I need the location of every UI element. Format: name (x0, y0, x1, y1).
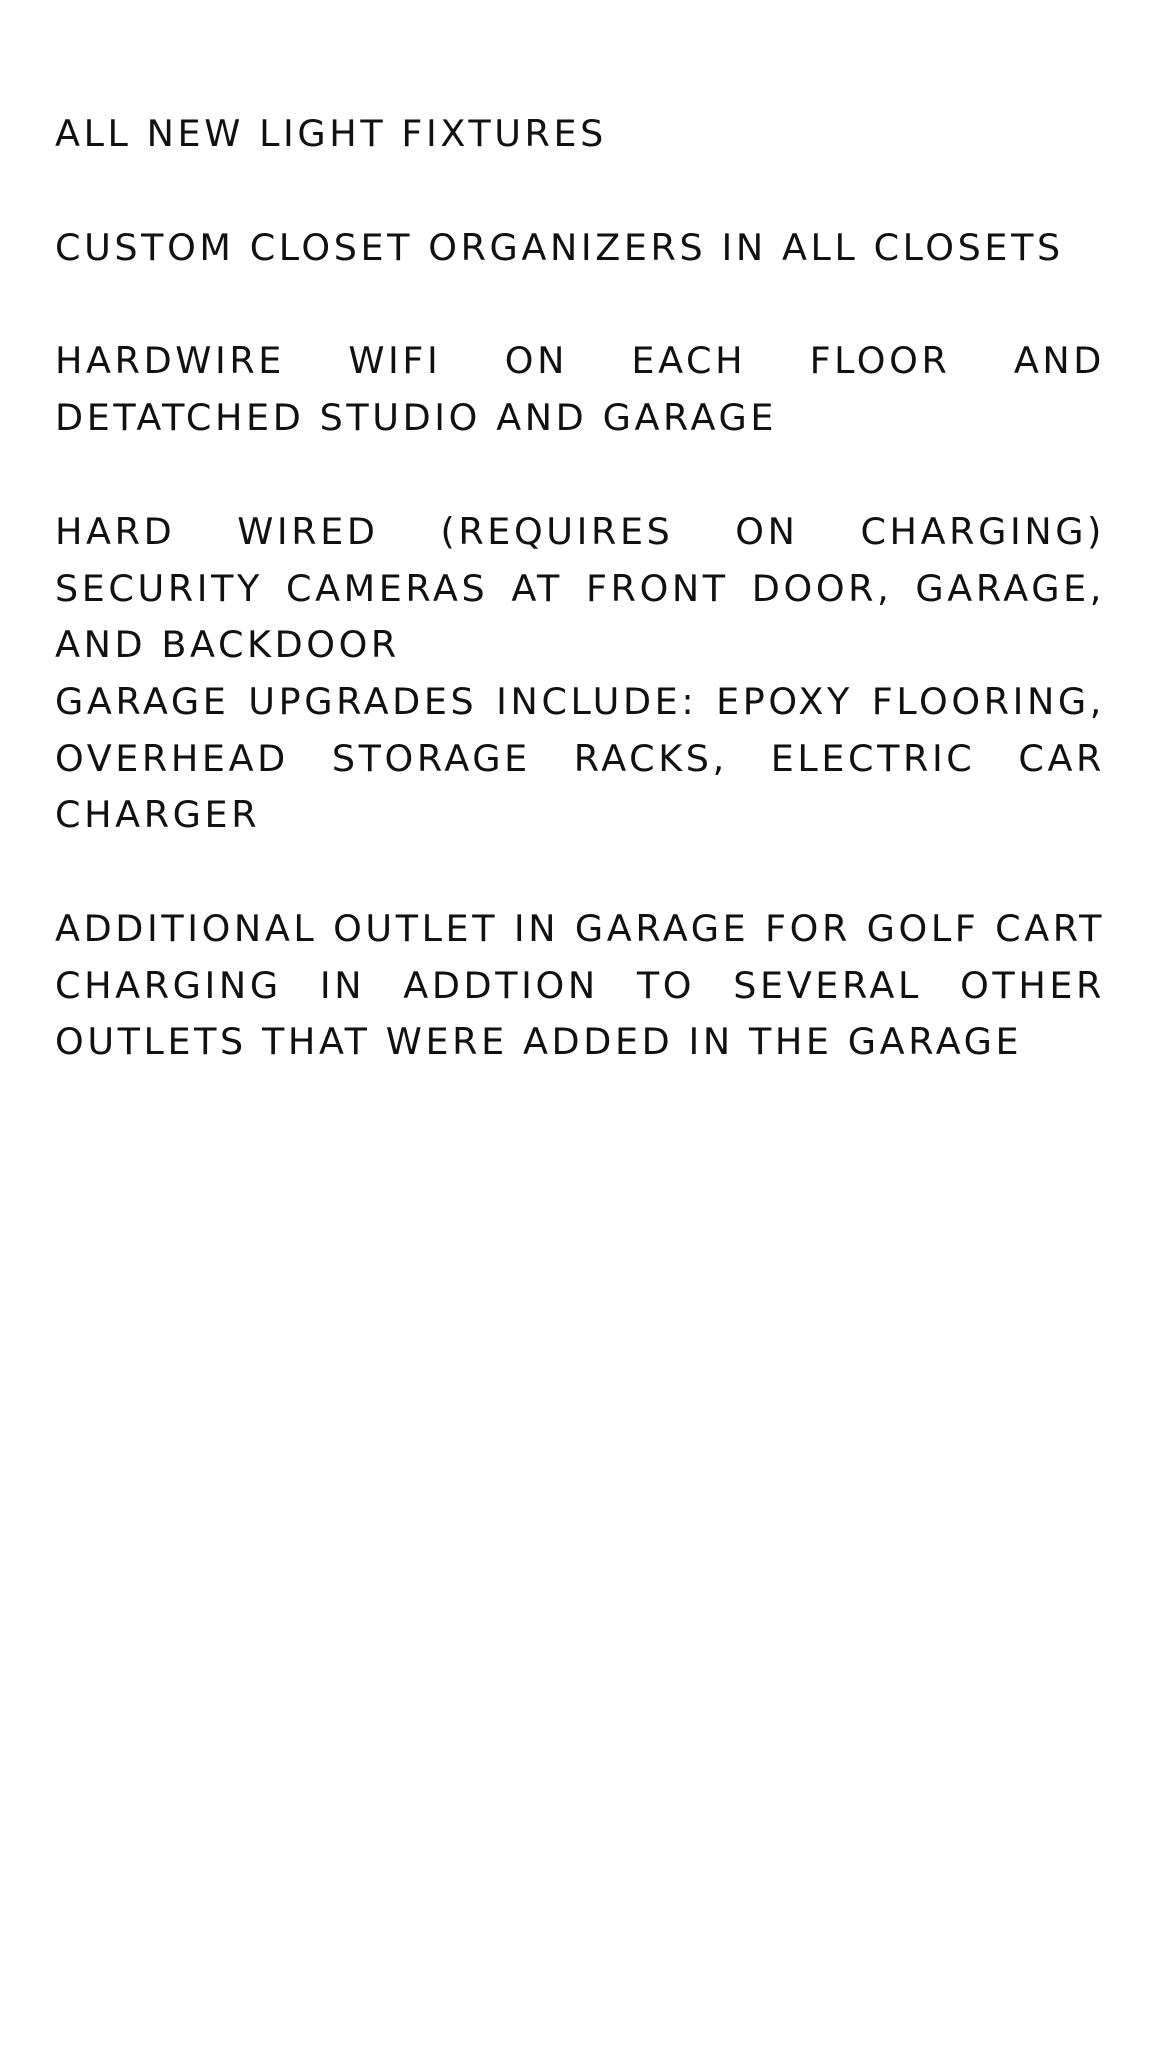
feature-additional-outlet: ADDITIONAL OUTLET IN GARAGE FOR GOLF CART CHARGING IN ADDTION TO SEVERAL OTHER OUTLETS THAT WERE ADDED IN THE GARAGE (55, 907, 1105, 1064)
feature-light-fixtures: ALL NEW LIGHT FIXTURES (55, 112, 607, 155)
feature-security-cameras: HARD WIRED (REQUIRES ON CHARGING) SECURITY CAMERAS AT FRONT DOOR, GARAGE, AND BACKDOOR (55, 509, 1105, 667)
feature-garage-upgrades: GARAGE UPGRADES INCLUDE: EPOXY FLOORING, OVERHEAD STORAGE RACKS, ELECTRIC CAR CHARGER (55, 679, 1105, 837)
feature-list (55, 106, 1105, 1128)
feature-closet-organizers: CUSTOM CLOSET ORGANIZERS IN ALL CLOSETS (55, 225, 1064, 269)
feature-hardwire-wifi: HARDWIRE WIFI ON EACH FLOOR AND DETATCHED STUDIO AND GARAGE (55, 339, 1105, 440)
